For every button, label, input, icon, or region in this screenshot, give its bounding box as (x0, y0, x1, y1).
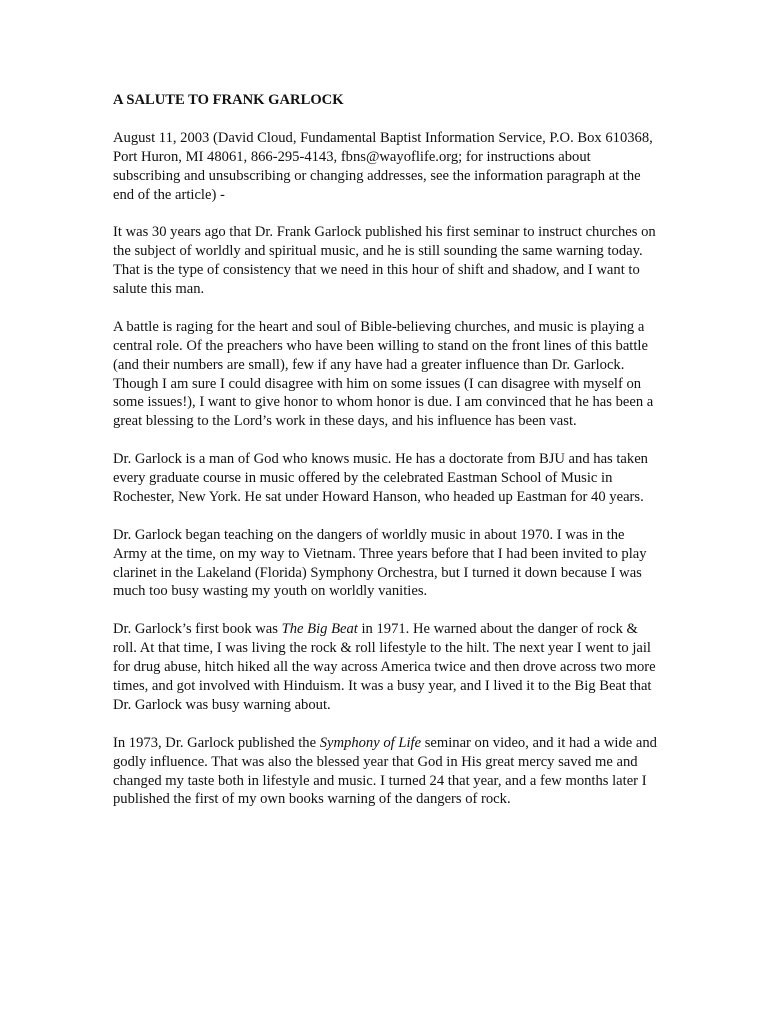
seminar-title-symphony-of-life: Symphony of Life (319, 734, 422, 751)
document-page (113, 91, 658, 828)
battle-paragraph: A battle is raging for the heart and soul of Bible-believing churches, and music is playing a central role. Of the preachers who have been willing to stand on the front lines of this battle (and their numbers are small), few if any have had a greater influence than Dr. Garlock. Though I am sure I could disagree with him on some issues (I can disagree with myself on some issues!), I want to give honor to whom honor is due. I am convinced that he has been a great blessing to the Lord’s work in these days, and his influence has been vast. (113, 318, 654, 430)
intro-paragraph: It was 30 years ago that Dr. Frank Garlock published his first seminar to instruct churches on the subject of worldly and spiritual music, and he is still sounding the same warning today. That is the type of consistency that we need in this hour of shift and shadow, and I want to salute this man. (113, 224, 656, 298)
teaching-paragraph: Dr. Garlock began teaching on the dangers of worldly music in about 1970. I was in the Army at the time, on my way to Vietnam. Three years before that I had been invited to play clarinet in the Lakeland (Florida) Symphony Orchestra, but I turned it down because I was much too busy wasting my youth on worldly vanities. (113, 526, 647, 600)
article-title: A SALUTE TO FRANK GARLOCK (113, 92, 344, 108)
symphony-paragraph (113, 734, 658, 810)
big-beat-text-end: in 1971. He warned about the danger of rock & roll. At that time, I was living the rock & roll lifestyle to the hilt. The next year I went to jail for drug abuse, hitch hiked all the way across America twice and then drove across two more times, and got involved with Hinduism. It was a busy year, and I lived it to the Big Beat that Dr. Garlock was busy warning about. (113, 621, 656, 713)
big-beat-paragraph (113, 620, 658, 715)
music-credentials-paragraph: Dr. Garlock is a man of God who knows music. He has a doctorate from BJU and has taken every graduate course in music offered by the celebrated Eastman School of Music in Rochester, New York. He sat under Howard Hanson, who headed up Eastman for 40 years. (113, 451, 648, 505)
symphony-text-start: In 1973, Dr. Garlock published the (113, 734, 320, 751)
dateline-paragraph: August 11, 2003 (David Cloud, Fundamental Baptist Information Service, P.O. Box 610368, Port Huron, MI 48061, 866-295-4143, fbns@wayoflife.org; for instructions about subscribing and unsubscribing or changing addresses, see the information paragraph at the end of the article) - (113, 129, 653, 203)
symphony-text-end: seminar on video, and it had a wide and godly influence. That was also the blessed year that God in His great mercy saved me and changed my taste both in lifestyle and music. I turned 24 that year, and a few months later I published the first of my own books warning of the dangers of rock. (113, 734, 657, 808)
big-beat-text-start: Dr. Garlock’s first book was (113, 621, 282, 638)
book-title-big-beat: The Big Beat (281, 621, 358, 638)
